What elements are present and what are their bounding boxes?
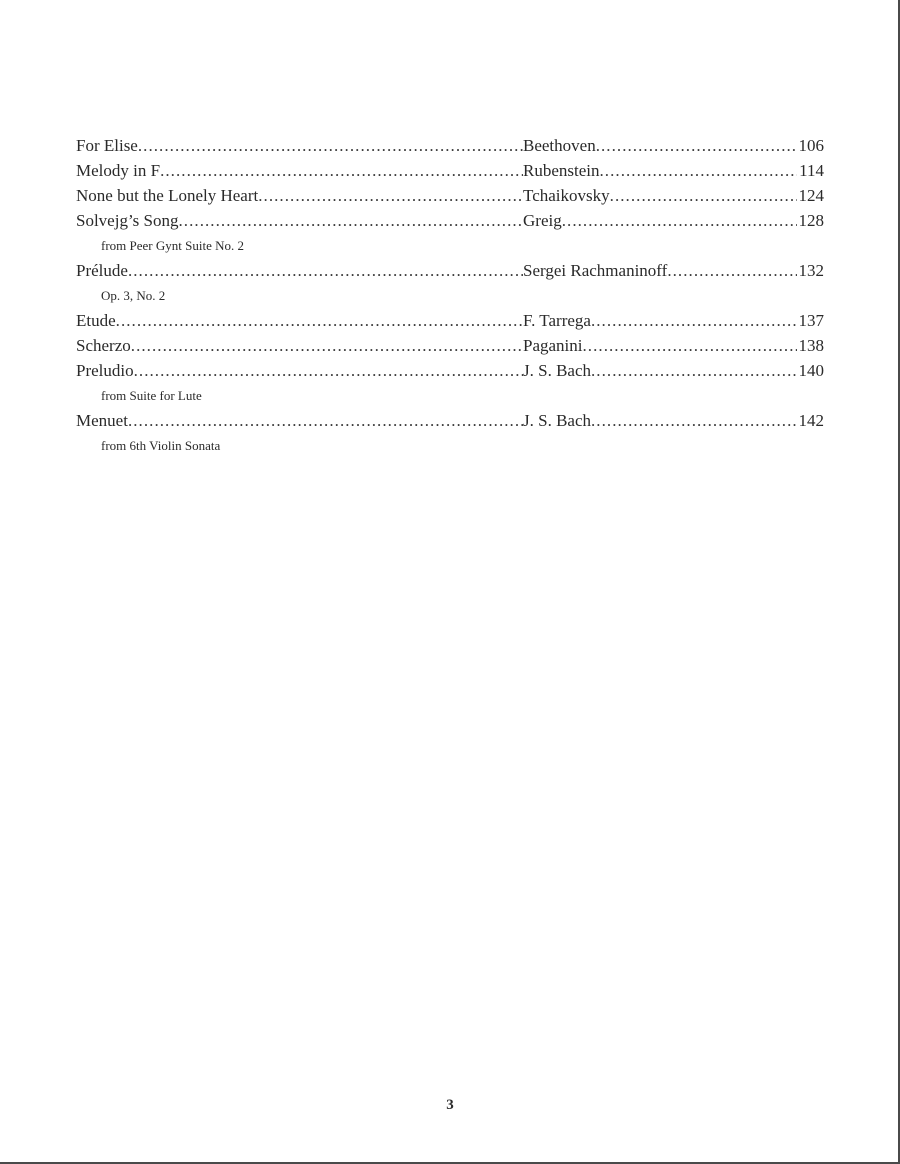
toc-composer-cell: [523, 408, 824, 433]
toc-composer-cell: [523, 358, 824, 383]
toc-composer-cell: [523, 183, 824, 208]
toc-composer-cell: [523, 308, 824, 333]
toc-composer: Tchaikovsky: [523, 186, 610, 205]
toc-title-cell: [76, 358, 523, 383]
toc-composer: J. S. Bach: [523, 361, 591, 380]
toc-title-cell: [76, 333, 523, 358]
toc-title-cell: [76, 208, 523, 233]
toc-title-cell: [76, 158, 523, 183]
toc-composer-cell: [523, 208, 824, 233]
dot-leader: [116, 308, 523, 333]
toc-title: Etude: [76, 311, 116, 330]
toc-composer-cell: [523, 158, 824, 183]
dot-leader: [128, 408, 523, 433]
toc-title: Preludio: [76, 361, 134, 380]
dot-leader: [134, 358, 523, 383]
toc-subtitle: from 6th Violin Sonata: [101, 438, 221, 453]
toc-title-cell: [76, 408, 523, 433]
toc-subtitle: from Peer Gynt Suite No. 2: [101, 238, 244, 253]
toc-composer-cell: [523, 133, 824, 158]
toc-composer-cell: [523, 258, 824, 283]
toc-composer: Beethoven: [523, 136, 596, 155]
toc-page-number: 132: [798, 261, 824, 280]
table-of-contents: [76, 133, 824, 458]
toc-title: Solvejg’s Song: [76, 211, 179, 230]
dot-leader: [128, 258, 523, 283]
toc-title: None but the Lonely Heart: [76, 186, 259, 205]
toc-page-number: 138: [798, 336, 824, 355]
toc-entry-scherzo: [76, 333, 824, 358]
toc-subtitle: Op. 3, No. 2: [101, 288, 166, 303]
toc-page-number: 140: [798, 361, 824, 380]
dot-leader: [179, 208, 524, 233]
dot-leader: [610, 183, 797, 208]
toc-composer: F. Tarrega: [523, 311, 591, 330]
toc-title: Melody in F: [76, 161, 161, 180]
dot-leader: [667, 258, 796, 283]
toc-title-cell: [76, 133, 523, 158]
dot-leader: [596, 133, 797, 158]
toc-entry-prelude: [76, 258, 824, 283]
dot-leader: [160, 158, 523, 183]
toc-composer: Paganini: [523, 336, 583, 355]
toc-title-cell: [76, 183, 523, 208]
toc-page-number: 114: [799, 161, 824, 180]
dot-leader: [600, 158, 798, 183]
dot-leader: [131, 333, 523, 358]
dot-leader: [591, 358, 797, 383]
dot-leader: [591, 308, 797, 333]
toc-title: Scherzo: [76, 336, 131, 355]
toc-entry-none-but-the-lonely-heart: [76, 183, 824, 208]
dot-leader: [562, 208, 797, 233]
toc-entry-preludio: [76, 358, 824, 383]
toc-entry-for-elise: [76, 133, 824, 158]
toc-composer: J. S. Bach: [523, 411, 591, 430]
toc-page-number: 124: [798, 186, 824, 205]
dot-leader: [583, 333, 797, 358]
toc-entry-melody-in-f: [76, 158, 824, 183]
toc-title-cell: [76, 258, 523, 283]
toc-page-number: 137: [798, 311, 824, 330]
toc-composer-cell: [523, 333, 824, 358]
toc-title-cell: [76, 308, 523, 333]
toc-title: Prélude: [76, 261, 128, 280]
toc-page-number: 142: [798, 411, 824, 430]
toc-title: For Elise: [76, 136, 138, 155]
toc-page-number: 106: [798, 136, 824, 155]
toc-entry-etude: [76, 308, 824, 333]
toc-entry-solvejgs-song: [76, 208, 824, 233]
dot-leader: [591, 408, 797, 433]
toc-composer: Rubenstein: [523, 161, 600, 180]
toc-page-number: 128: [798, 211, 824, 230]
toc-entry-menuet: [76, 408, 824, 433]
toc-composer: Sergei Rachmaninoff: [523, 261, 668, 280]
page-number: 3: [446, 1097, 454, 1113]
toc-title: Menuet: [76, 411, 128, 430]
dot-leader: [258, 183, 523, 208]
toc-composer: Greig: [523, 211, 562, 230]
dot-leader: [138, 133, 523, 158]
toc-subtitle: from Suite for Lute: [101, 388, 202, 403]
